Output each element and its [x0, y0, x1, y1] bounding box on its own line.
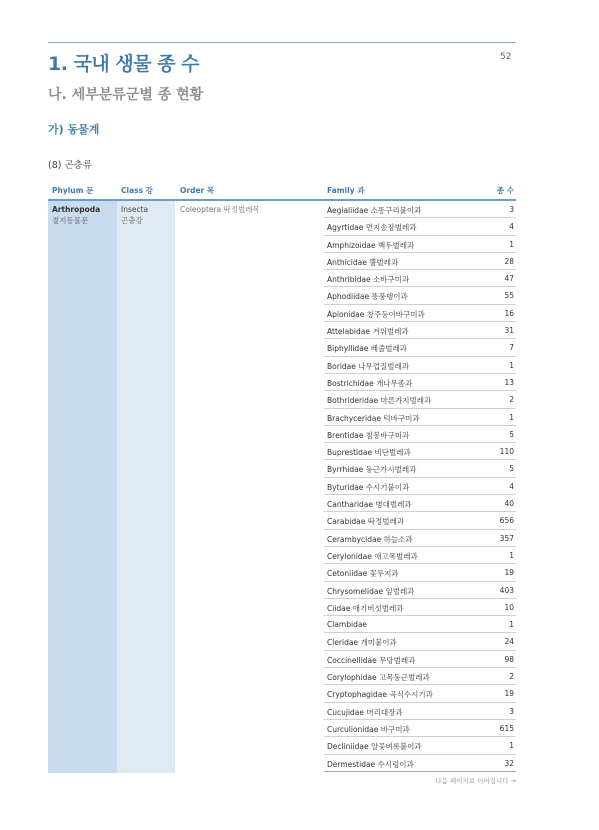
- family-name: Brachyceridae 턱바구미과: [327, 413, 420, 423]
- species-count: 1: [509, 360, 514, 370]
- family-name: Cerylonidae 애고목벌레과: [327, 551, 418, 561]
- table-row: [324, 703, 516, 720]
- table-row: [324, 443, 516, 460]
- species-count: 4: [509, 222, 514, 232]
- family-name: Aphodiidae 똥풍뎅이과: [327, 292, 408, 302]
- family-name: Dermestidae 수시렁이과: [327, 759, 414, 769]
- family-name: Corylophidae 고목둥근벌레과: [327, 673, 430, 683]
- family-name: Attelabidae 거위벌레과: [327, 327, 409, 337]
- species-count: 357: [499, 533, 514, 543]
- family-name: Agyrtidae 먼지송장벌레과: [327, 223, 417, 233]
- species-count: 1: [509, 741, 514, 751]
- family-name: Brentidae 침봉바구미과: [327, 430, 410, 440]
- page-number: 52: [500, 52, 512, 62]
- species-count: 3: [509, 706, 514, 716]
- table-row: [324, 478, 516, 495]
- family-name: Cerambycidae 하늘소과: [327, 534, 413, 544]
- family-name: Carabidae 딱정벌레과: [327, 517, 404, 527]
- family-name: Aegialiidae 소똥구리붙이과: [327, 206, 422, 215]
- family-name: Cleridae 개미붙이과: [327, 638, 397, 648]
- table-row: [324, 530, 516, 547]
- family-table: [324, 201, 516, 772]
- species-count: 4: [509, 481, 514, 491]
- species-count: 98: [504, 654, 514, 664]
- table-row: [324, 391, 516, 408]
- table-row: [324, 547, 516, 564]
- table-row: [324, 737, 516, 754]
- table-row: [324, 633, 516, 650]
- family-name: Anthicidae 뿔벌레과: [327, 257, 399, 267]
- subsection-heading: 나. 세부분류군별 종 현황: [48, 87, 204, 103]
- species-count: 10: [504, 602, 514, 612]
- species-count: 5: [509, 464, 514, 474]
- species-count: 19: [504, 689, 514, 699]
- species-count: 16: [504, 308, 514, 318]
- table-row: [324, 253, 516, 270]
- species-count: 47: [504, 274, 514, 284]
- family-name: Clambidae: [327, 620, 368, 630]
- table-row: [324, 582, 516, 599]
- family-name: Byrrhidae 둥근가시벌레과: [327, 465, 417, 475]
- species-count: 13: [504, 377, 514, 387]
- header-phylum: Phylum 문: [52, 186, 94, 195]
- section-heading: 1. 국내 생물 종 수: [48, 53, 200, 75]
- table-header: [48, 182, 516, 199]
- table-row: [324, 495, 516, 512]
- table-row: [324, 305, 516, 322]
- header-count: 종 수: [496, 186, 514, 195]
- table-row: [324, 409, 516, 426]
- family-name: Cryptophagidae 곡식수시기과: [327, 690, 433, 700]
- family-name: Bostrichidae 개나무좀과: [327, 378, 413, 388]
- table-row: [324, 755, 516, 772]
- family-name: Coccinellidae 무당벌레과: [327, 655, 416, 665]
- family-name: Bothrideridae 마른가지벌레과: [327, 396, 432, 406]
- header-class: Class 강: [121, 186, 153, 195]
- family-name: Decliniidae 알꽃벼룩붙이과: [327, 742, 422, 752]
- table-row: [324, 685, 516, 702]
- table-row: [324, 426, 516, 443]
- table-row: [324, 616, 516, 633]
- species-count: 110: [499, 447, 514, 457]
- family-name: Boridae 나무껍질벌레과: [327, 361, 409, 371]
- family-name: Biphyllidae 베줄벌레과: [327, 344, 408, 354]
- species-count: 1: [509, 550, 514, 560]
- family-name: Curculionidae 바구미과: [327, 724, 410, 734]
- species-count: 5: [509, 429, 514, 439]
- table-row: [324, 236, 516, 253]
- species-count: 615: [499, 723, 514, 733]
- header-order: Order 목: [180, 186, 215, 195]
- phylum-name-en: Arthropoda: [52, 205, 101, 214]
- family-name: Buprestidae 비단벌레과: [327, 448, 411, 458]
- family-name: Amphizoidae 백두벌레과: [327, 240, 415, 250]
- species-count: 28: [504, 256, 514, 266]
- table-row: [324, 651, 516, 668]
- class-column: [117, 201, 175, 773]
- family-name: Chrysomelidae 잎벌레과: [327, 586, 415, 596]
- family-name: Apionidae 창주둥이바구미과: [327, 309, 425, 319]
- table-row: [324, 339, 516, 356]
- family-name: Anthribidae 소바구미과: [327, 275, 410, 285]
- family-name: Cetoniidae 꽃무지과: [327, 569, 399, 579]
- table-row: [324, 322, 516, 339]
- table-row: [324, 512, 516, 529]
- table-row: [324, 218, 516, 235]
- table-row: [324, 668, 516, 685]
- top-rule: [48, 42, 516, 43]
- table-row: [324, 374, 516, 391]
- table-row: [324, 201, 516, 218]
- order-name: Coleoptera 딱정벌레목: [180, 205, 260, 214]
- table-row: [324, 460, 516, 477]
- species-count: 7: [509, 343, 514, 353]
- table-row: [324, 599, 516, 616]
- species-count: 24: [504, 637, 514, 647]
- table-row: [324, 270, 516, 287]
- species-count: 32: [504, 758, 514, 768]
- species-count: 55: [504, 291, 514, 301]
- table-row: [324, 357, 516, 374]
- family-name: Ciidae 애기버섯벌레과: [327, 603, 404, 613]
- class-name-ko: 곤충강: [121, 216, 143, 225]
- class-name-en: Insecta: [121, 205, 149, 214]
- species-count: 656: [499, 516, 514, 526]
- table-row: [324, 287, 516, 304]
- species-count: 1: [509, 239, 514, 249]
- species-count: 2: [509, 672, 514, 682]
- phylum-column: [48, 201, 117, 773]
- species-count: 1: [509, 620, 514, 630]
- species-count: 3: [509, 205, 514, 214]
- family-name: Cantharidae 병대벌레과: [327, 500, 412, 510]
- header-family: Family 과: [327, 186, 365, 195]
- species-count: 31: [504, 326, 514, 336]
- table-row: [324, 564, 516, 581]
- kingdom-heading: 가) 동물계: [48, 123, 100, 136]
- continue-note: 다음 페이지로 이어집니다 →: [435, 777, 516, 785]
- phylum-name-ko: 절지동물문: [52, 216, 89, 225]
- species-count: 40: [504, 499, 514, 509]
- group-heading: (8) 곤충류: [48, 160, 93, 171]
- species-count: 19: [504, 568, 514, 578]
- species-count: 1: [509, 412, 514, 422]
- family-name: Byturidae 수시기붙이과: [327, 482, 410, 492]
- family-name: Cucujidae 머리대장과: [327, 707, 403, 717]
- table-row: [324, 720, 516, 737]
- species-count: 2: [509, 395, 514, 405]
- species-count: 403: [499, 585, 514, 595]
